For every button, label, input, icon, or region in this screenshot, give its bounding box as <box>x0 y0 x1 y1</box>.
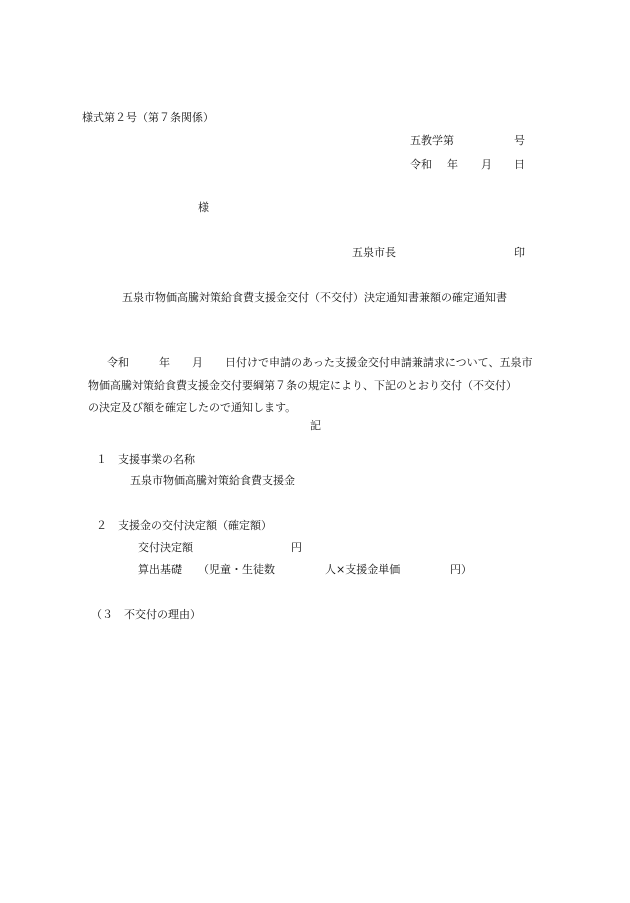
body-line-2: 物価高騰対策給食費支援金交付要綱第７条の規定により、下記のとおり交付（不交付） <box>88 378 517 392</box>
date-month: 月 <box>481 158 492 171</box>
body-line-1 <box>88 352 554 375</box>
body-paragraph <box>88 352 554 420</box>
item-2-amount-label: 交付決定額 <box>138 541 193 554</box>
body-year: 年 <box>159 356 170 369</box>
body-month: 月 <box>192 356 203 369</box>
date-day: 日 <box>514 158 525 171</box>
date-year: 年 <box>447 158 458 171</box>
ki-heading: 記 <box>310 419 321 432</box>
item-2-amount-unit: 円 <box>291 541 302 554</box>
item-2-basis-mid: 人×支援金単価 <box>325 563 401 576</box>
body-line-1-rest: 日付けで申請のあった支援金交付申請兼請求について、五泉市 <box>225 356 533 369</box>
addressee-suffix: 様 <box>198 201 209 214</box>
item-2-basis-label: 算出基礎 <box>138 563 182 576</box>
form-label: 様式第２号（第７条関係） <box>82 111 214 124</box>
item-1-value: 五泉市物価高騰対策給食費支援金 <box>130 474 295 487</box>
issuer-seal: 印 <box>514 246 525 259</box>
item-2-basis-right: 円） <box>450 563 472 576</box>
issuer-name: 五泉市長 <box>352 246 396 259</box>
body-line-3: の決定及び額を確定したので通知します。 <box>88 401 297 414</box>
item-1-heading: １ 支援事業の名称 <box>96 453 195 466</box>
doc-number-prefix: 五教学第 <box>410 134 454 147</box>
item-2-heading: ２ 支援金の交付決定額（確定額） <box>96 519 272 532</box>
body-era: 令和 <box>107 356 129 369</box>
item-2-basis-left: （児童・生徒数 <box>198 563 275 576</box>
document-title: 五泉市物価高騰対策給食費支援金交付（不交付）決定通知書兼額の確定通知書 <box>122 291 507 304</box>
item-3-heading: （３ 不交付の理由） <box>91 608 201 621</box>
date-era: 令和 <box>410 158 432 171</box>
doc-number-suffix: 号 <box>514 134 525 147</box>
